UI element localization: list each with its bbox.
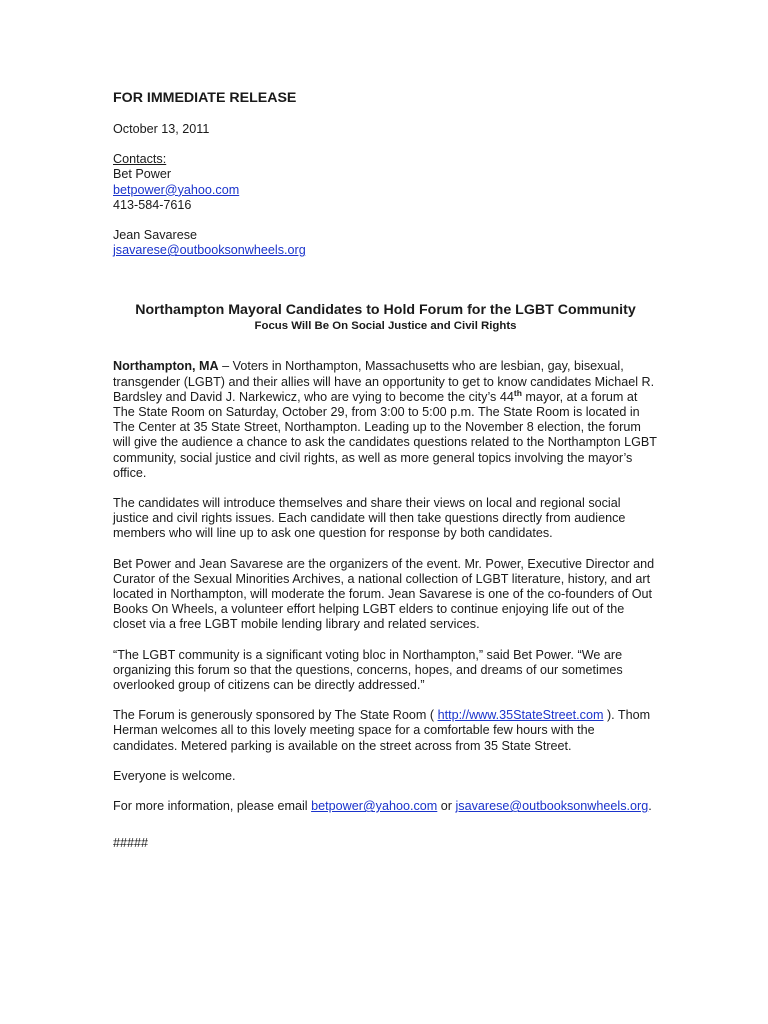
document-body xyxy=(113,89,658,852)
email-link-jsavarese[interactable]: jsavarese@outbooksonwheels.org xyxy=(455,799,649,814)
contact-phone: 413-584-7616 xyxy=(113,197,192,212)
paragraph-intro xyxy=(113,359,658,481)
headline-title: Northampton Mayoral Candidates to Hold Forum for the LGBT Community xyxy=(135,302,636,319)
dateline: Northampton, MA xyxy=(113,359,219,374)
contacts-label: Contacts: xyxy=(113,152,167,167)
headline-subtitle: Focus Will Be On Social Justice and Civil Rights xyxy=(254,320,517,333)
paragraph-format: The candidates will introduce themselves and share their views on local and regional social justice and civil rights issues. Each candidate will then take questions directly from audience members who will line up to ask one question for response by both candidates. xyxy=(113,496,626,541)
paragraph-sponsor xyxy=(113,708,658,754)
paragraph-quote: “The LGBT community is a significant voting bloc in Northampton,” said Bet Power. “We are organizing this forum so that the questions, concerns, hopes, and dreams of our sometimes overlooked group of citizens can be directly addressed.” xyxy=(113,647,623,693)
email-link-betpower[interactable]: betpower@yahoo.com xyxy=(311,799,438,814)
more-info-period: . xyxy=(648,799,652,814)
sponsor-text-start: The Forum is generously sponsored by The State Room ( xyxy=(113,708,438,723)
intro-text-end: mayor, at a forum at The State Room on Saturday, October 29, from 3:00 to 5:00 p.m. The State Room is located in The Center at 35 State Street, Northampton. Leading up to the November 8 election, the forum will give the audience a chance to ask the candidates questions related to the Northampton LGBT community, social justice and civil rights, as well as more general topics involving the mayor’s office. xyxy=(113,389,657,480)
release-date: October 13, 2011 xyxy=(113,122,210,136)
contact-email-link[interactable]: betpower@yahoo.com xyxy=(113,182,240,197)
contact-block-jean-savarese xyxy=(113,228,658,258)
contact-email-link[interactable]: jsavarese@outbooksonwheels.org xyxy=(113,243,306,258)
paragraph-organizers: Bet Power and Jean Savarese are the organizers of the event. Mr. Power, Executive Director and Curator of the Sexual Minorities Archives, a national collection of LGBT literature, history, and art located in Northampton, will moderate the forum. Jean Savarese is one of the co-founders of Out Books On Wheels, a volunteer effort helping LGBT elders to continue enjoying life out of the closet via a free LGBT mobile lending library and related services. xyxy=(113,556,655,632)
contact-name: Jean Savarese xyxy=(113,228,198,243)
sponsor-website-link[interactable]: http://www.35StateStreet.com xyxy=(437,708,604,723)
end-mark: ##### xyxy=(113,836,149,851)
contact-name: Bet Power xyxy=(113,167,172,182)
sponsor-text-end: ). Thom Herman welcomes all to this lovely meeting space for a comfortable few hours with the candidates. Metered parking is available on the street across from 35 State Street. xyxy=(113,708,651,753)
ordinal-superscript: th xyxy=(513,387,522,398)
paragraph-welcome: Everyone is welcome. xyxy=(113,768,236,783)
release-heading: FOR IMMEDIATE RELEASE xyxy=(113,90,297,106)
more-info-or: or xyxy=(437,799,456,814)
contact-block-bet-power xyxy=(113,152,658,213)
paragraph-more-info xyxy=(113,799,658,814)
more-info-text: For more information, please email xyxy=(113,799,312,814)
intro-text-start: – Voters in Northampton, Massachusetts who are lesbian, gay, bisexual, transgender (LGBT) and their allies will have an opportunity to get to know candidates Michael R. Bardsley and David J. Narkewicz, who are vying to become the city’s 44 xyxy=(113,359,655,404)
